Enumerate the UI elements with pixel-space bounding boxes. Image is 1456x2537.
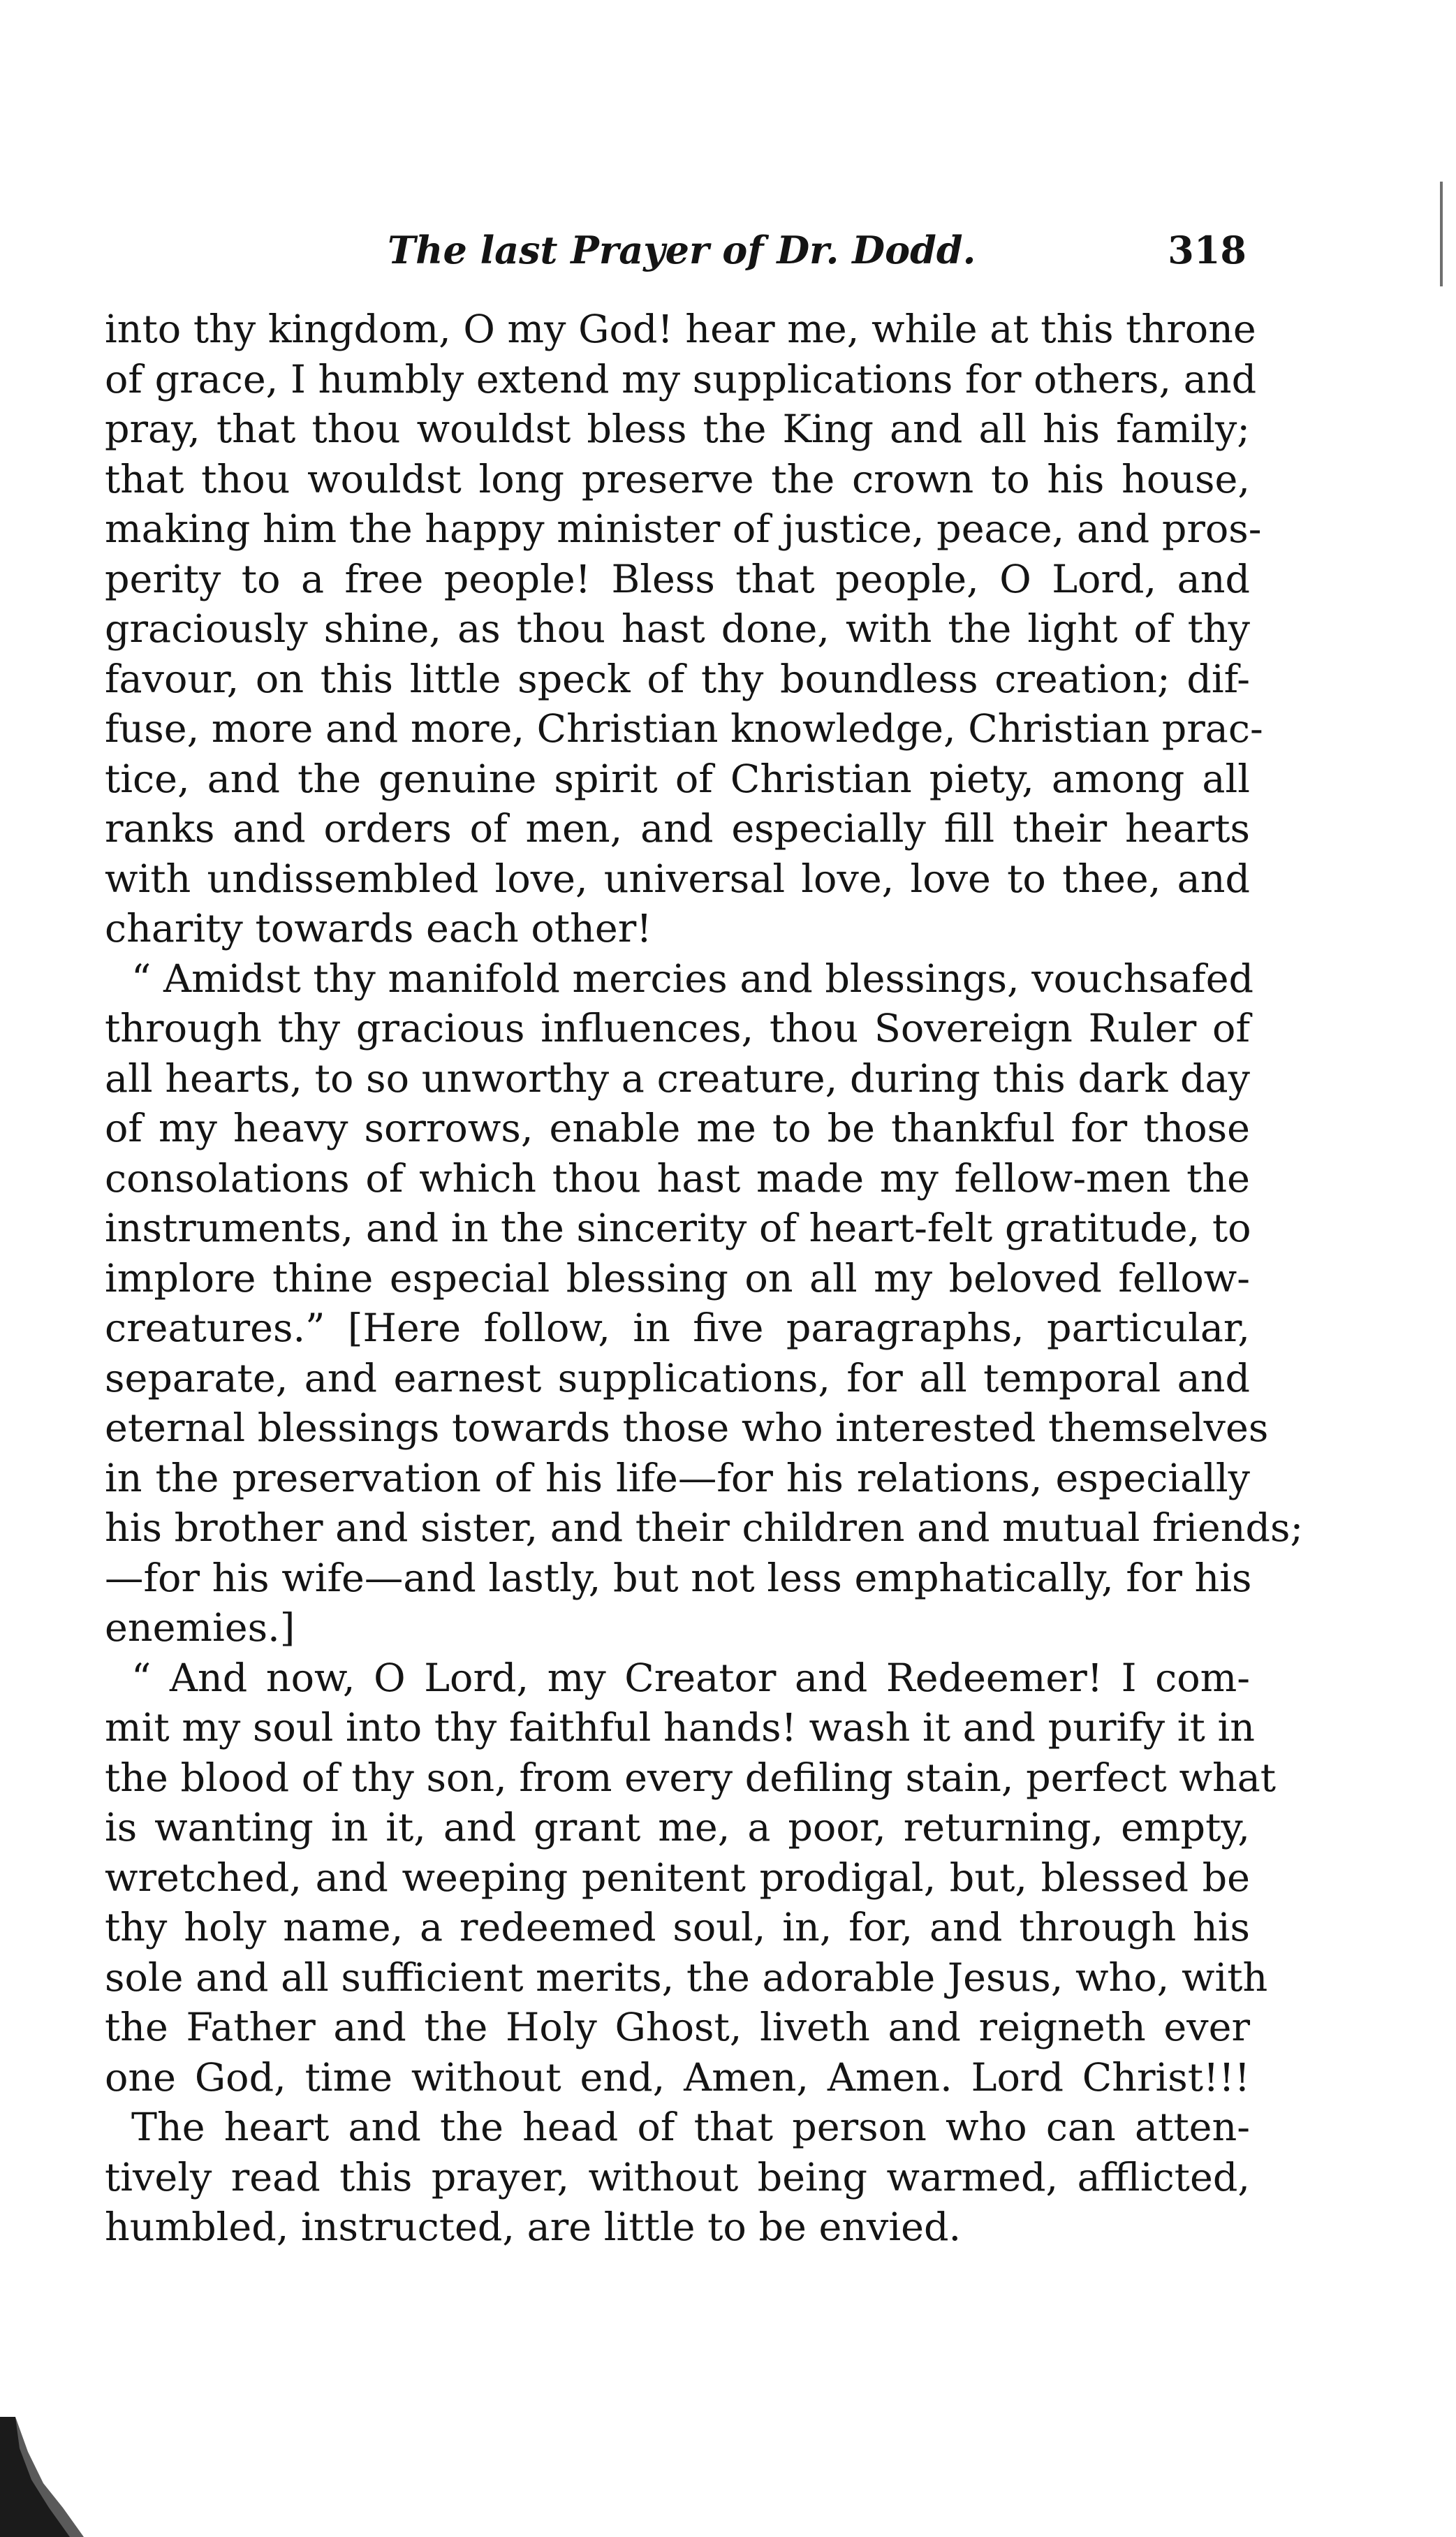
text-line: charity towards each other! [105, 906, 652, 951]
text-line: —for his wife—and lastly, but not less emphatically, for his [105, 1555, 1252, 1601]
text-line: mit my soul into thy faithful hands! wash it and purify it in [105, 1705, 1255, 1750]
text-line: eternal blessings towards those who interested themselves [105, 1405, 1269, 1451]
running-title: The last Prayer of Dr. Dodd. [388, 228, 976, 272]
text-line: perity to a free people! Bless that people, O Lord, and [105, 556, 1250, 602]
text-line: The heart and the head of that person who can atten- [131, 2105, 1250, 2150]
text-line: of my heavy sorrows, enable me to be thankful for those [105, 1106, 1250, 1151]
text-line: all hearts, to so unworthy a creature, during this dark day [105, 1055, 1250, 1102]
text-line: is wanting in it, and grant me, a poor, returning, empty, [105, 1805, 1250, 1850]
text-line: fuse, more and more, Christian knowledge, Christian prac- [105, 706, 1263, 752]
margin-mark [1440, 182, 1443, 286]
text-line: instruments, and in the sincerity of heart-felt gratitude, to [105, 1206, 1251, 1251]
text-line: “ Amidst thy manifold mercies and blessings, vouchsafed [131, 956, 1254, 1002]
text-line: into thy kingdom, O my God! hear me, while at this throne [105, 307, 1256, 352]
text-line: the blood of thy son, from every defiling stain, perfect what [105, 1755, 1277, 1801]
text-line: humbled, instructed, are little to be envied. [105, 2205, 962, 2250]
page-number: 318 [1168, 228, 1247, 272]
torn-corner-shadow [0, 2417, 105, 2537]
paragraph [105, 2103, 1250, 2253]
text-line: of grace, I humbly extend my supplications for others, and [105, 356, 1257, 402]
text-line: sole and all sufficient merits, the adorable Jesus, who, with [105, 1954, 1268, 2001]
text-line: graciously shine, as thou hast done, with the light of thy [105, 606, 1250, 652]
text-line: with undissembled love, universal love, love to thee, and [105, 856, 1250, 902]
text-line: wretched, and weeping penitent prodigal, but, blessed be [105, 1855, 1250, 1901]
text-line: “ And now, O Lord, my Creator and Redeemer! I com- [131, 1655, 1250, 1701]
text-line: implore thine especial blessing on all my beloved fellow- [105, 1255, 1250, 1301]
text-line: consolations of which thou hast made my fellow-men the [105, 1155, 1250, 1201]
text-line: separate, and earnest supplications, for all temporal and [105, 1355, 1250, 1401]
text-line: tively read this prayer, without being warmed, afflicted, [105, 2154, 1250, 2200]
running-header [101, 222, 1260, 278]
text-line: favour, on this little speck of thy boundless creation; dif- [105, 656, 1250, 702]
paragraph [105, 954, 1304, 1653]
text-line: enemies.] [105, 1605, 295, 1651]
text-line: that thou wouldst long preserve the crown to his house, [105, 456, 1250, 502]
text-line: thy holy name, a redeemed soul, in, for, and through his [105, 1905, 1250, 1950]
text-line: creatures.” [Here follow, in five paragraphs, particular, [105, 1306, 1250, 1351]
text-line: ranks and orders of men, and especially fill their hearts [105, 806, 1250, 851]
paragraph [105, 305, 1263, 954]
text-line: his brother and sister, and their children and mutual friends; [105, 1505, 1304, 1551]
body-text [105, 305, 1304, 2253]
text-line: through thy gracious influences, thou Sovereign Ruler of [105, 1006, 1250, 1051]
text-line: in the preservation of his life—for his relations, especially [105, 1455, 1250, 1501]
text-line: the Father and the Holy Ghost, liveth and reigneth ever [105, 2005, 1250, 2050]
text-line: making him the happy minister of justice, peace, and pros- [105, 506, 1262, 552]
paragraph [105, 1653, 1277, 2103]
text-line: one God, time without end, Amen, Amen. Lord Christ!!! [105, 2054, 1250, 2100]
text-line: tice, and the genuine spirit of Christian piety, among all [105, 756, 1250, 802]
text-line: pray, that thou wouldst bless the King and all his family; [105, 407, 1250, 452]
